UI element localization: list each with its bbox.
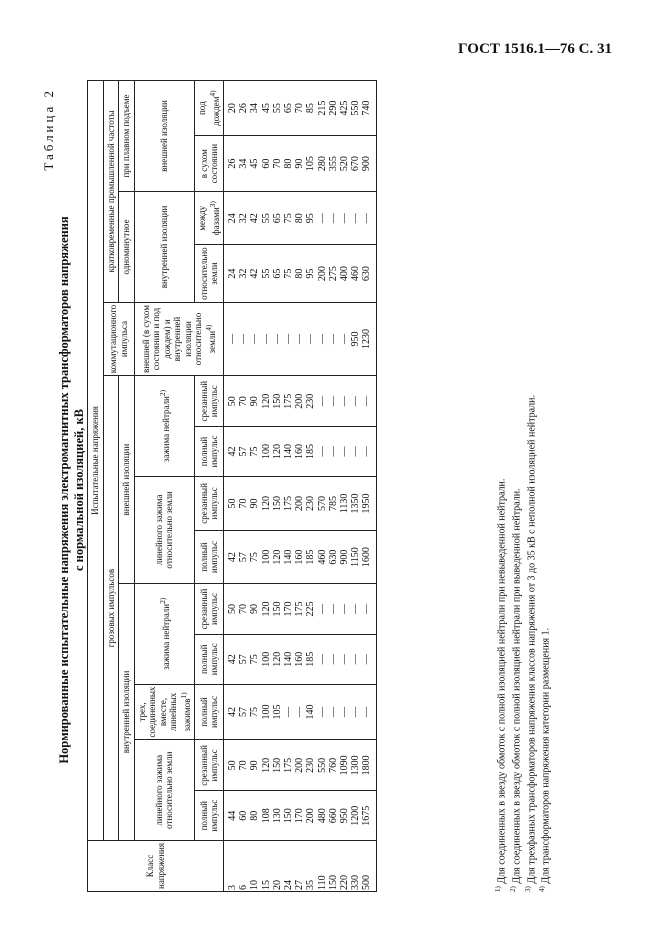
header-neutral-ext	[134, 376, 195, 477]
cell-r11-c10: 950	[350, 331, 362, 347]
cell-r6-c4: 160	[294, 651, 306, 667]
cell-r6-c14: 70	[294, 103, 306, 114]
header-external-pf: внешней изоляции	[134, 81, 195, 192]
cell-r10-c6: 900	[339, 549, 351, 565]
cell-r1-c10: —	[238, 334, 250, 345]
cell-r9-c11: 275	[327, 266, 339, 282]
col-4	[224, 634, 377, 684]
header-switching-sub	[134, 302, 224, 375]
footnotes	[493, 395, 552, 892]
cell-r5-c1: 150	[283, 808, 295, 824]
cell-r12-c5: —	[361, 604, 373, 614]
table-title	[57, 80, 87, 900]
cell-r8-c11: 200	[316, 266, 328, 282]
cell-r9-c14: 290	[327, 100, 339, 116]
cell-r1-c9: 70	[238, 396, 250, 407]
cell-r7-c13: 105	[305, 156, 317, 172]
cell-r8-c0: 110	[316, 875, 328, 890]
cell-r9-c13: 355	[327, 156, 339, 172]
cell-r3-c3: 100	[260, 704, 272, 720]
footnote-mark: 3)	[523, 886, 532, 892]
cell-r3-c1: 108	[260, 808, 272, 824]
header-internal-pf: внутренней изоляции	[134, 192, 195, 303]
col-14	[224, 81, 377, 136]
cell-r9-c1: 660	[327, 808, 339, 824]
header-line-terminal-ext: линейного зажима относительно земли	[134, 476, 195, 583]
cell-r12-c4: —	[361, 654, 373, 665]
cell-r3-c11: 55	[260, 268, 272, 279]
cell-r4-c6: 120	[271, 549, 283, 565]
header-power-freq: кратковременные промышленной частоты	[103, 81, 119, 303]
cell-r8-c5: —	[316, 604, 328, 614]
cell-r6-c2: 200	[294, 757, 306, 773]
rotated-table-page	[35, 80, 595, 900]
cell-r5-c8: 140	[283, 444, 295, 459]
cell-r6-c5: 175	[294, 601, 306, 617]
cell-r0-c5: 50	[227, 604, 238, 614]
cell-r1-c8: 57	[238, 446, 250, 457]
cell-r12-c6: 1600	[361, 547, 373, 568]
cell-r1-c13: 34	[238, 158, 250, 169]
cell-r11-c12: —	[350, 213, 362, 224]
cell-r4-c4: 120	[271, 651, 283, 667]
cell-r8-c14: 215	[316, 100, 328, 116]
cell-r2-c13: 45	[249, 158, 261, 169]
cell-r11-c3: —	[350, 707, 362, 717]
cell-r9-c10: —	[327, 334, 339, 345]
cell-r5-c10: —	[283, 334, 295, 345]
col-9	[224, 376, 377, 427]
cell-r8-c12: —	[316, 213, 328, 224]
table-label: Таблица 2	[41, 88, 56, 171]
header-test-voltages: Испытательные напряжения	[88, 81, 104, 841]
cell-r12-c12: —	[361, 213, 373, 224]
cell-r2-c14: 34	[249, 103, 261, 114]
cell-r0-c1: 44	[227, 810, 238, 821]
cell-r5-c4: 140	[283, 651, 295, 667]
cell-r10-c2: 1090	[339, 755, 351, 776]
header-lightning: грозовых импульсов	[103, 376, 119, 841]
cell-r7-c3: 140	[305, 704, 317, 720]
cell-r4-c9: 150	[271, 393, 283, 409]
header-one-min: одноминутное	[119, 192, 135, 303]
cell-r12-c1: 1675	[361, 805, 373, 826]
cell-r11-c0: 330	[350, 875, 362, 890]
sub-rel-ground: относительно земли	[195, 245, 224, 303]
footnote-text: Для трехфазных трансформаторов напряжения классов напряжения от 3 до 35 кВ с неполной изоляцией нейтрали.	[525, 394, 537, 887]
cell-r8-c4: —	[316, 654, 328, 665]
cell-r7-c12: 95	[305, 213, 317, 224]
col-11	[224, 245, 377, 303]
cell-r12-c3: —	[361, 707, 373, 717]
cell-r1-c4: 57	[238, 654, 250, 665]
cell-r10-c5: —	[339, 604, 351, 614]
cell-r0-c10: —	[227, 334, 238, 345]
sub-full-4: полный импульс	[195, 531, 224, 584]
cell-r10-c4: —	[339, 654, 351, 665]
cell-r6-c8: 160	[294, 444, 306, 459]
cell-r0-c6: 42	[227, 552, 238, 563]
footnote-mark: 1)	[494, 886, 502, 892]
footnote-4	[537, 395, 552, 892]
cell-r10-c10: —	[339, 334, 351, 345]
cell-r12-c8: —	[361, 446, 373, 457]
cell-r8-c9: —	[316, 396, 328, 407]
cell-r5-c0: 24	[283, 880, 295, 890]
sub-full-3: полный импульс	[195, 634, 224, 684]
rain-text: под дождем	[197, 96, 221, 126]
cell-r2-c11: 42	[249, 268, 261, 279]
cell-r7-c2: 230	[305, 757, 317, 773]
cell-r5-c14: 65	[283, 103, 295, 114]
cell-r3-c9: 120	[260, 393, 272, 409]
cell-r4-c10: —	[271, 334, 283, 345]
cell-r3-c10: —	[260, 334, 272, 345]
cell-r2-c10: —	[249, 334, 261, 345]
footnote-mark: 4)	[538, 886, 547, 892]
cell-r4-c3: 105	[271, 704, 283, 720]
cell-r2-c8: 75	[249, 446, 261, 457]
cell-r0-c8: 42	[227, 446, 238, 457]
cell-r10-c1: 950	[339, 808, 351, 824]
cell-r2-c1: 80	[249, 810, 261, 821]
cell-r12-c9: —	[361, 396, 373, 407]
cell-r7-c7: 230	[305, 495, 317, 511]
col-12	[224, 192, 377, 245]
cell-r1-c0: 6	[238, 885, 250, 890]
cell-r1-c2: 70	[238, 760, 250, 771]
cell-r7-c0: 35	[305, 880, 317, 890]
cell-r4-c11: 65	[271, 268, 283, 279]
cell-r0-c0: 3	[227, 885, 238, 890]
cell-r8-c2: 550	[316, 757, 328, 773]
header-line-terminal: линейного зажима относительно земли	[134, 740, 195, 841]
footnote-text: Для соединенных в звезду обмоток с полной изоляцией нейтрали при невыведенной нейтрали.	[496, 478, 508, 887]
cell-r3-c5: 120	[260, 601, 272, 617]
cell-r8-c13: 280	[316, 156, 328, 172]
cell-r2-c4: 75	[249, 654, 261, 665]
page-header: ГОСТ 1516.1—76 С. 31	[458, 41, 612, 57]
cell-r11-c2: 1300	[350, 755, 362, 776]
header-three-phase	[134, 684, 195, 740]
cell-r12-c11: 630	[361, 266, 373, 282]
cell-r6-c10: —	[294, 334, 306, 345]
cell-r8-c8: —	[316, 446, 328, 457]
cell-r10-c13: 520	[339, 156, 351, 172]
col-3	[224, 684, 377, 740]
cell-r9-c2: 760	[327, 757, 339, 773]
sub-chopped-3: срезанный импульс	[195, 584, 224, 635]
cell-r12-c0: 500	[361, 875, 373, 890]
cell-r9-c8: —	[327, 446, 339, 457]
cell-r11-c1: 1200	[350, 805, 362, 826]
cell-r3-c12: 55	[260, 213, 272, 224]
cell-r4-c7: 150	[271, 495, 283, 511]
header-internal: внутренней изоляции	[119, 584, 135, 841]
sub-full-1: полный импульс	[195, 791, 224, 841]
cell-r2-c9: 90	[249, 396, 261, 407]
sub-full-5: полный импульс	[195, 427, 224, 477]
cell-r2-c12: 42	[249, 213, 261, 224]
cell-r6-c7: 200	[294, 495, 306, 511]
neutral-sup: 2)	[157, 597, 167, 604]
cell-r12-c13: 900	[361, 156, 373, 172]
cell-r8-c3: —	[316, 707, 328, 717]
cell-r7-c9: 230	[305, 393, 317, 409]
cell-r6-c0: 27	[294, 880, 306, 890]
table-body	[224, 81, 377, 892]
col-class	[224, 840, 377, 891]
cell-r1-c1: 60	[238, 810, 250, 821]
test-voltage-table	[87, 80, 377, 892]
rain-sup: 4)	[207, 90, 217, 97]
col-7	[224, 476, 377, 530]
switching-sup: 4)	[203, 324, 213, 331]
cell-r0-c11: 24	[227, 268, 238, 279]
cell-r10-c14: 425	[339, 100, 351, 116]
cell-r3-c13: 60	[260, 158, 272, 169]
sub-between-phases	[195, 192, 224, 245]
cell-r5-c9: 175	[283, 393, 295, 409]
neutral-ext-text: зажима нейтрали	[160, 396, 171, 463]
footnote-text: Для трансформаторов напряжения категории размещения 1.	[540, 627, 552, 887]
cell-r11-c8: —	[350, 446, 362, 457]
cell-r6-c9: 200	[294, 393, 306, 409]
cell-r6-c11: 80	[294, 268, 306, 279]
footnote-1	[493, 395, 508, 892]
cell-r6-c13: 90	[294, 158, 306, 169]
cell-r11-c6: 1150	[350, 547, 362, 567]
cell-r10-c7: 1130	[339, 493, 351, 514]
cell-r1-c6: 57	[238, 552, 250, 563]
sub-full-2: полный импульс	[195, 684, 224, 740]
cell-r3-c2: 120	[260, 757, 272, 773]
table-title-line1: Нормированные испытательные напряжения электромагнитных трансформаторов напряжения	[57, 216, 71, 764]
cell-r0-c13: 26	[227, 158, 238, 169]
cell-r9-c3: —	[327, 707, 339, 717]
cell-r10-c12: —	[339, 213, 351, 224]
cell-r4-c2: 150	[271, 757, 283, 773]
cell-r4-c13: 70	[271, 158, 283, 169]
cell-r3-c4: 100	[260, 651, 272, 667]
cell-r2-c2: 90	[249, 760, 261, 771]
cell-r5-c6: 140	[283, 549, 295, 565]
cell-r10-c3: —	[339, 707, 351, 717]
header-class: Класс напряжения	[88, 840, 224, 891]
cell-r11-c5: —	[350, 604, 362, 614]
header-smooth-rise: при плавном подъеме	[119, 81, 135, 192]
cell-r5-c7: 175	[283, 495, 295, 511]
cell-r2-c0: 10	[249, 880, 261, 890]
table-row-values	[224, 81, 377, 892]
cell-r9-c6: 630	[327, 549, 339, 565]
neutral-text: зажима нейтрали	[160, 603, 171, 670]
sub-dry: в сухом состоянии	[195, 136, 224, 192]
cell-r4-c12: 65	[271, 213, 283, 224]
cell-r7-c11: 95	[305, 268, 317, 279]
cell-r6-c3: —	[294, 707, 306, 717]
cell-r3-c8: 100	[260, 444, 272, 459]
cell-r7-c14: 85	[305, 103, 317, 114]
cell-r8-c10: —	[316, 334, 328, 345]
cell-r9-c12: —	[327, 213, 339, 224]
cell-r11-c13: 670	[350, 156, 362, 172]
cell-r10-c9: —	[339, 396, 351, 407]
cell-r11-c9: —	[350, 396, 362, 407]
cell-r4-c1: 130	[271, 808, 283, 824]
header-switching: коммутационного импульса	[103, 302, 134, 375]
table-title-line2: с нормальной изоляцией, кВ	[72, 408, 86, 572]
cell-r5-c5: 170	[283, 601, 295, 617]
cell-r9-c4: —	[327, 654, 339, 665]
cell-r3-c0: 15	[260, 880, 272, 890]
switching-sub-text: внешней (в сухом состоянии и под дождем) и внутренней изоляции относительно земли	[140, 305, 217, 373]
cell-r5-c2: 175	[283, 757, 295, 773]
cell-r10-c0: 220	[339, 875, 351, 890]
cell-r0-c12: 24	[227, 213, 238, 224]
cell-r7-c10: —	[305, 334, 317, 345]
cell-r4-c14: 55	[271, 103, 283, 114]
cell-r9-c0: 150	[327, 875, 339, 890]
between-phases-text: между фазами	[197, 205, 221, 236]
cell-r8-c1: 480	[316, 808, 328, 824]
cell-r3-c6: 100	[260, 549, 272, 565]
cell-r7-c4: 185	[305, 651, 317, 667]
cell-r2-c3: 75	[249, 707, 261, 717]
cell-r1-c5: 70	[238, 604, 250, 614]
cell-r0-c9: 50	[227, 396, 238, 407]
cell-r1-c3: 57	[238, 707, 250, 717]
cell-r2-c7: 90	[249, 498, 261, 509]
cell-r5-c13: 80	[283, 158, 295, 169]
header-external: внешней изоляции	[119, 376, 135, 584]
cell-r0-c2: 50	[227, 760, 238, 771]
cell-r6-c6: 160	[294, 549, 306, 565]
cell-r2-c6: 75	[249, 552, 261, 563]
col-8	[224, 427, 377, 477]
cell-r0-c14: 20	[227, 103, 238, 114]
cell-r0-c3: 42	[227, 707, 238, 717]
cell-r0-c4: 42	[227, 654, 238, 665]
col-1	[224, 791, 377, 841]
three-phase-text: трех, соединенных вместе, линейных зажимов	[136, 686, 192, 738]
sub-chopped-1: срезанный импульс	[195, 740, 224, 791]
cell-r6-c12: 80	[294, 213, 306, 224]
cell-r1-c7: 70	[238, 498, 250, 509]
footnote-2	[508, 395, 523, 892]
cell-r7-c6: 185	[305, 549, 317, 565]
cell-r5-c3: —	[283, 707, 295, 717]
cell-r11-c7: 1350	[350, 493, 362, 514]
sub-chopped-4: срезанный импульс	[195, 476, 224, 530]
footnote-mark: 2)	[508, 886, 517, 892]
sub-rain	[195, 81, 224, 136]
cell-r12-c7: 1950	[361, 493, 373, 514]
col-6	[224, 531, 377, 584]
cell-r3-c14: 45	[260, 103, 272, 114]
cell-r3-c7: 120	[260, 495, 272, 511]
cell-r9-c9: —	[327, 396, 339, 407]
col-13	[224, 136, 377, 192]
cell-r6-c1: 170	[294, 808, 306, 824]
cell-r12-c14: 740	[361, 100, 373, 116]
cell-r5-c12: 75	[283, 213, 295, 224]
cell-r8-c7: 570	[316, 495, 328, 511]
cell-r12-c10: 1230	[361, 329, 373, 350]
cell-r11-c14: 550	[350, 100, 362, 116]
cell-r7-c8: 185	[305, 444, 317, 459]
col-2	[224, 740, 377, 791]
cell-r7-c1: 200	[305, 808, 317, 824]
cell-r9-c7: 785	[327, 495, 339, 511]
between-phases-sup: 3)	[207, 201, 217, 208]
header-neutral	[134, 584, 195, 685]
cell-r9-c5: —	[327, 604, 339, 614]
cell-r11-c11: 460	[350, 266, 362, 282]
col-10	[224, 302, 377, 375]
cell-r4-c5: 150	[271, 601, 283, 617]
three-phase-sup: 1)	[178, 692, 188, 699]
cell-r1-c14: 26	[238, 103, 250, 114]
cell-r8-c6: 460	[316, 549, 328, 565]
cell-r10-c11: 400	[339, 266, 351, 282]
cell-r0-c7: 50	[227, 498, 238, 509]
cell-r2-c5: 90	[249, 604, 261, 614]
cell-r4-c8: 120	[271, 444, 283, 459]
cell-r10-c8: —	[339, 446, 351, 457]
cell-r5-c11: 75	[283, 268, 295, 279]
cell-r1-c12: 32	[238, 213, 250, 224]
sub-chopped-5: срезанный импульс	[195, 376, 224, 427]
cell-r4-c0: 20	[271, 880, 283, 890]
cell-r11-c4: —	[350, 654, 362, 665]
cell-r1-c11: 32	[238, 268, 250, 279]
cell-r12-c2: 1800	[361, 755, 373, 776]
footnote-text: Для соединенных в звезду обмоток с полной изоляцией нейтрали при выведенной нейтрали.	[511, 488, 523, 887]
footnote-3	[523, 395, 538, 892]
neutral-ext-sup: 2)	[157, 389, 167, 397]
col-5	[224, 584, 377, 635]
cell-r7-c5: 225	[305, 601, 317, 617]
